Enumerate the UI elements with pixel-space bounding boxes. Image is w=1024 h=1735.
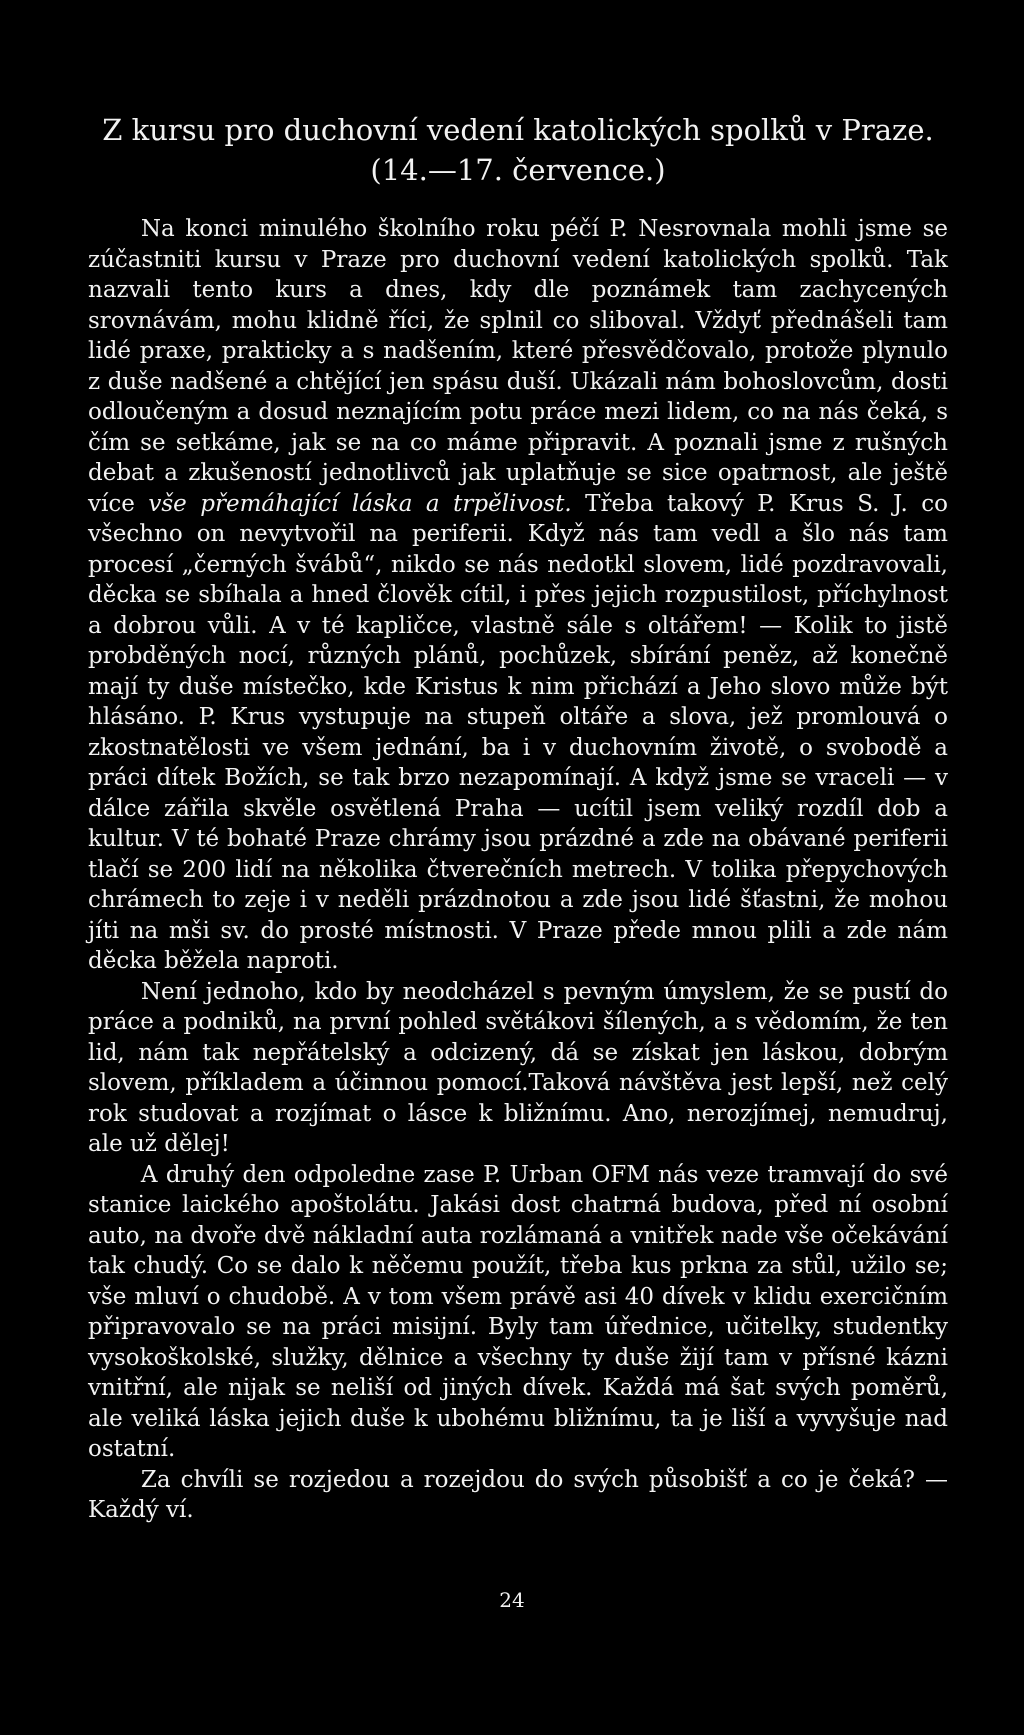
paragraph-1 (88, 214, 948, 977)
paragraph-1-text-a: Na konci minulého školního roku péčí P. Nesrovnala mohli jsme se zúčastniti kursu v Praze pro duchovní vedení katolických spolků. Tak nazvali tento kurs a dnes, kdy dle poznámek tam zachycených srovnávám, mohu klidně říci, že splnil co sliboval. Vždyť přednášeli tam lidé praxe, prakticky a s nadšením, které přesvědčovalo, protože plynulo z duše nadšené a chtějící jen spásu duší. Ukázali nám bohoslovcům, dosti odloučeným a dosud neznajícím potu práce mezi lidem, co na nás čeká, s čím se setkáme, jak se na co máme připravit. A poznali jsme z rušných debat a zkušeností jednotlivců jak uplatňuje se sice opatrnost, ale ještě více (88, 216, 948, 517)
paragraph-1-text-b: Třeba takový P. Krus S. J. co všechno on nevytvořil na periferii. Když nás tam vedl a šlo nás tam procesí „černých švábů“, nikdo se nás nedotkl slovem, lidé pozdravovali, děcka se sbíhala a hned člověk cítil, i přes jejich rozpustilost, příchylnost a dobrou vůli. A v té kapličce, vlastně sále s oltářem! — Kolik to jistě probděných nocí, různých plánů, pochůzek, sbírání peněz, až konečně mají ty duše místečko, kde Kristus k nim přichází a Jeho slovo může být hlásáno. P. Krus vystupuje na stupeň oltáře a slova, jež promlouvá o zkostnatělosti ve všem jednání, ba i v duchovním životě, o svobodě a práci dítek Božích, se tak brzo nezapomínají. A když jsme se vraceli — v dálce zářila skvěle osvětlená Praha — ucítil jsem veliký rozdíl dob a kultur. V té bohaté Praze chrámy jsou prázdné a zde na obávané periferii tlačí se 200 lidí na několika čtverečních metrech. V tolika přepychových chrámech to zeje i v neděli prázdnotou a zde jsou lidé šťastni, že mohou jíti na mši sv. do prosté místnosti. V Praze přede mnou plili a zde nám děcka běžela naproti. (88, 490, 948, 974)
paragraph-3: A druhý den odpoledne zase P. Urban OFM nás veze tramvají do své stanice laického apoštolátu. Jakási dost chatrná budova, před ní osobní auto, na dvoře dvě nákladní auta rozlámaná a vnitřek nade vše očekávání tak chudý. Co se dalo k něčemu použít, třeba kus prkna za stůl, užilo se; vše mluví o chudobě. A v tom všem právě asi 40 dívek v klidu exercičním připravovalo se na práci misijní. Byly tam úřednice, učitelky, studentky vysokoškolské, služky, dělnice a všechny ty duše žijí tam v přísné kázni vnitřní, ale nijak se neliší od jiných dívek. Každá má šat svých poměrů, ale veliká láska jejich duše k ubohému bližnímu, ta je liší a vyvyšuje nad ostatní. (88, 1161, 948, 1462)
paragraph-1-italic: vše přemáhající láska a trpělivost. (148, 490, 572, 517)
paragraph-4: Za chvíli se rozjedou a rozejdou do svých působišť a co je čeká? — Každý ví. (88, 1466, 948, 1523)
page-number: 24 (499, 1588, 525, 1612)
paragraph-2: Není jednoho, kdo by neodcházel s pevným úmyslem, že se pustí do práce a podniků, na první pohled světákovi šílených, a s vědomím, že ten lid, nám tak nepřátelský a odcizený, dá se získat jen láskou, dobrým slovem, příkladem a účinnou pomocí.Taková návštěva jest lepší, než celý rok studovat a rozjímat o lásce k bližnímu. Ano, nerozjímej, nemudruj, ale už dělej! (88, 978, 948, 1157)
document-page (88, 110, 948, 1526)
title-line-2: (14.—17. července.) (370, 153, 666, 187)
article-title (88, 110, 948, 190)
title-line-1: Z kursu pro duchovní vedení katolických spolků v Praze. (102, 113, 934, 147)
